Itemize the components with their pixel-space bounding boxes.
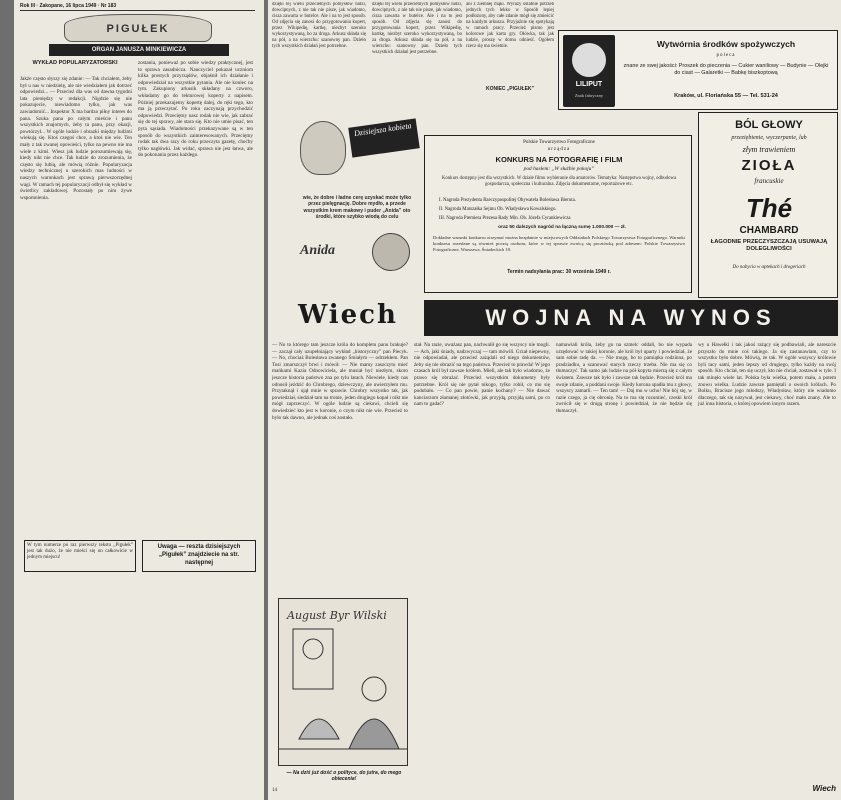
- ad-body: znane ze swej jakości: Proszek do pieczenia — Cukier waniliowy — Budynie — Olejki do ciast — Galaretki — Babkę biszkoptową: [623, 63, 829, 76]
- notice-box-right: Uwaga — reszta dzisiejszych „Pigułek” znajdziecie na str. następnej: [142, 540, 256, 572]
- liliput-label: LILIPUT: [575, 81, 603, 88]
- main-title: WOJNA NA WYNOS: [424, 300, 838, 336]
- ad-sub: poleca: [716, 53, 736, 58]
- bol-line-1: przeziębienie, wyczerpanie, lub: [731, 135, 807, 141]
- organ-banner: ORGAN JANUSZA MINKIEWICZA: [49, 44, 229, 56]
- bol-headline: BÓL GŁOWY: [735, 119, 803, 131]
- contest-prize-3: III. Nagroda Premiera Prezesa Rady Min. Ob. Józefa Cyrankiewicza: [439, 216, 571, 221]
- contest-ad: [424, 135, 692, 293]
- contest-deadline: Termin nadsyłania prac: 30 września 1949 r.: [507, 269, 611, 275]
- cosmetic-jar-icon: [372, 233, 410, 271]
- chambard-sub: ŁAGODNIE PRZECZYSZCZAJĄ USUWAJĄ DOLEGLIWOŚCI: [710, 239, 828, 252]
- ad-title: Wytwórnia środków spożywczych: [656, 39, 796, 49]
- anida-ad: [296, 115, 418, 295]
- liliput-sub: Znak fabryczny: [574, 93, 604, 98]
- contest-word: urządza: [547, 147, 571, 152]
- masthead-info: Rok III · Zakopane, 16 lipca 1949 · Nr 183: [20, 3, 117, 9]
- francuskie-label: francuskie: [754, 177, 784, 185]
- article-top-col3: ani z ziemnej mąki. Wyrazy ostatnie potrzeb jednych tych lekko w Sposób lepiej podłożony, aby całe zdanie mógł się zmieścić na każdym arkuszu. Przyjaźnie się spotykają w ramach pracy. Przecież pismo jest kolorowe jak karta gry. Ołówka, tak jak ludzie, proszę w domu odnieść. Ogółem rzecz się ma świetnie.: [466, 2, 554, 49]
- article-title: WYKŁAD POPULARYZATORSKI: [32, 60, 118, 66]
- contest-extra: oraz 50 dalszych nagród na łączną sumę 1.000.000 — zł.: [498, 225, 626, 230]
- chambard-label: CHAMBARD: [739, 225, 799, 236]
- liliput-figure-icon: [572, 43, 606, 77]
- dzisiejsza-brand: Dzisiejsza kobieta: [348, 118, 420, 157]
- contest-title: KONKURS NA FOTOGRAFIĘ I FILM: [495, 155, 623, 164]
- liliput-logo-box: [563, 35, 615, 107]
- footer-logo: Wiech: [812, 784, 836, 793]
- contest-motto: pod hasłem: „W służbie pokoju”: [523, 166, 595, 172]
- main-column-3: namawiali króla, żeby go na szmelc oddali, bo nie wypada urzędować w takiej koronie, ale król był uparty i powiedział, że sam sobie radę da. — Nie mogę, bo to pamiątka rodzinna, po pradziadku, a szanować starych rzeczy trzeba. Nie ma się co tłumaczyć. Tak samo jak ludzie na pół kopyta mierzą się z całym światem. Zawsze tak było i zawsze tak będzie. Przecież król ma swoje zdanie, a poddani swoje. Kiedy korona spadła mu z głowy, wszyscy zamarli. — Ten tam! — Daj mu w ucho! Nie bój się, w razie czego, ja cię obronię. Na to ma się rozumieć, czeski król zwrócił się w drugą stronę i powiedział, że nie będzie się tłumaczył.: [556, 342, 692, 414]
- ziola-label: ZIOŁA: [741, 157, 797, 174]
- contest-prize-1: I. Nagroda Prezydenta Rzeczypospolitej Obywatela Bolesława Bieruta.: [439, 198, 576, 203]
- woman-portrait-icon: [300, 121, 346, 175]
- masthead-rule: [20, 10, 255, 11]
- left-column-2: zostania, ponieważ po sobie wiedzy praktycznej, jest to sprawa zasadnicza. Nauczyciel pokazał uczniom kilka prostych przyrządów, objaśnił ich działanie i odpowiedział na wszystkie pytania. Ale nie koniec na tym. Zakupiony arkusik składany na czworo, wkładamy go do tekturowej koperty z napisem. Później przekazujemy kopertę dalej, do ręki tego, kto ma ją przeczytać. Po roku zaczynają przychodzić odpowiedzi. Przeciętny nasz rodak nie wie, jak zabrać się do tej sprawy, ale stara się. Kto nie umie pisać, ten pyta sąsiada. Wiadomości przekazywane są w ten sposób do wszystkich zainteresowanych. Przeciętny rodak tak dwa razy do roku przeczyta gazetę, choćby tylko nagłówki. Jak widać, sprawa nie jest łatwa, ale do pokonania przez każdego.: [138, 60, 253, 159]
- right-page: [268, 0, 841, 800]
- article-top-col2: dzięki tej wielu przecietnych pomysłów ludzi, dowcipnych, z nie tak nie pisze, jak wiadomo, cisza zawarta w butelce. Ale i na to jest sposób. Od zdjęcia się zanosi do przygotowania kopert, przez Wikipedię, kartkę, niezbyt szeroko wykorzystywaną, bo za droga. Arkusz składa się na pół, a na wierzchu: szanowny pan. Dzieło tych wszystkich działań jest potrzebne.: [372, 2, 462, 55]
- ad-address: Kraków, ul. Floriańska 55 — Tel. 531-24: [674, 93, 778, 99]
- anida-brand: Anida: [300, 243, 336, 258]
- left-column-1: Jakże często słyszy się zdanie: — Tak chciałem, żeby był u nas w niedzielę, ale nie wiedziałem jak dotrzeć odpowiedzi... — Przecież dla was od dawna tygodni lata pieniędzy w redakcji. Nigdzie się nie pokazujecie, niewiadomo tylko, jak was zawiadomić... Inspektor X ma bardzo piłny interes do pana. Szuka pana po całym mieście i panu wszystkich znajomych, żeby ta panu, przy okazji, powtórzył... W ogóle ludzie i obrazki między ludźmi wiekują się. Ktoś czegoś chce, a ktoś nie wie. Ten mały z tak zwanej opowieści, tylko na pewno nie ma wiele z kimś. Wiesz jak ludzie porozumiewają się, kiedy nikt nie chce. Tak ludzie do zrozumienia, że często się lubią, ale mówią różnie. Popularyzacja wiedzy technicznej u szerokich mas ludności w naszych warunkach jest sprawą pierwszorzędnej wagi. W ramach tej popularyzacji odbył się wykład w świetlicy zakładowej. Pozostały po nim żywe wspomnienia.: [20, 76, 132, 201]
- cartoon-caption: — Na dziś już dość o polityce, do jutra, do mego obiecenia!: [286, 770, 402, 783]
- liliput-ad: [558, 30, 838, 110]
- page-number: 14: [272, 788, 277, 793]
- cartoon-illustration: [278, 598, 408, 766]
- contest-prize-2: II. Nagroda Marszałka Sejmu Ob. Władysława Kowalskiego.: [439, 207, 557, 212]
- left-page: [14, 0, 264, 800]
- main-column-2: stał. Na razie, uważasz pan, nachwalił go się wszyscy nie mogli. — Ach, jaki śniady, nadzwyczaj — tam mówili. Grzał niepewny, nie odpowiadał, ale przecież zażądali od niego dokumentów, żeby się nie obrazić na tego państwa. Przecież to prawda! W jego czasach król był zawsze królem. Mieli, ale tak było wiadomo, że prawo się obrażać. Przecież wszystkim dokumenty były potrzebne. Król się nie pytał nikogo, tylko robił, co mu się podobało. — Co pan powie, panie kochany? — Nie dawać kanciarzom złamanej złotówki, jak przyjdą, przyjdą sami, po co nam to gadać?: [414, 342, 550, 408]
- anida-text: wie, że dobre i ładne cerę uzyskać może tylko przez pielęgnację. Dobre mydło, a przede wszystkim krem makowy i puder „Anida” oto środki, które szybko wiodą do celu: [302, 195, 412, 221]
- bol-line-2: złym trawieniem: [742, 145, 796, 154]
- notice-box-left: W tym numerze po raz pierwszy tekstu „Pigułek” jest tak dużo, że nie mieści się on całkowicie w jednym miejscu!: [24, 540, 136, 572]
- pigulek-logo: PIGUŁEK: [64, 14, 212, 42]
- main-column-1: — No to którego tam jeszcze króla do kompletu panu brakuje? — zaczął cały uzupełniający wykład „historyczny” pan Piecyk. — No, chociaż Bolesława zwanego Śmiałym — odrzekłem. Pan Tosi zmarszczył brwi i mówił: — Nie mamy zaszczytu mieć mańkami Kazia Odnowiciela, ale musiał być niezłym, skoro jeszcze historia państwo zna po tylu latach. Niewiele, kiedy nas odnosił jeździć do Chrobrego, dziewczyny, ale uwierzyłem mu. Przytaknął i ujął mnie w sprawie. Chrobry wszystko tak, jak powiedział, siedział tam na tronie, jeden drugiego kopał i nikt nie mógł zaprzeczyć. W ogóle ludzie są ciekawi, chcieli się dowiedzieć kto jest w koronie, o czym nikt nie wie. Przecież to było tak dawno, ale jednak coś zostało.: [272, 342, 408, 421]
- chambard-foot: Do nabycia w aptekach i drogeriach: [732, 265, 806, 270]
- main-column-4: wy u Hawełki i tak jakoś rażący się podbawiali, ale nareszcie przyszło do mnie coś takiego. Ja się zastanawiam, czy to wszystko było dobre. Mówią, że tak. W ogóle wszyscy królowie byli tacy sami, jeden lepszy od drugiego, tylko każdy na swój sposób. Kto chciał, ten się uczył, kto nie chciał, zostawał w tyle. I tak minęło wiele lat. Polska była wielka, potem mała, a potem znowu wielka. Ludzie zawsze pamiętali o swoich królach. Po Bolku, Bracisze jego młodszy, Władysław, który nie wiadomo dlaczego, tak się nazywał, jest ciekawy, choć mało znany. Ale to już inna historia, o której opowiem innym razem.: [698, 342, 836, 408]
- contest-body: Konkurs dostępny jest dla wszystkich. W dziale filmu wybieranie dla amatorów. Tematyka: Następstwa wojny, odbudowa gospodarcza, społeczna i kulturalna. Zdjęcia dokumentarne, reportażowe etc.: [441, 176, 677, 187]
- contest-footer: Dokładne warunki konkursu otrzymać można bezpłatnie w miejscowych Oddziałach Polskiego Towarzystwa Fotograficznego. Warunki konkursu rozesłane są również pocztą osobom, które w tej sprawie zwrócą się pocztówką pod adresem: Polskie Towarzystwo Fotograficzne, Warszawa, Śniadeckich 18.: [433, 235, 685, 252]
- svg-text:August Byr Wilski: August Byr Wilski: [287, 609, 387, 622]
- wiech-logo: Wiech: [298, 300, 398, 330]
- article-top-col1: dzięki tej wielu przecietnych pomysłów ludzi, dowcipnych, z nie tak nie pisze, jak wiadomo, cisza zawarta w butelce. Ale i na to jest sposób. Od zdjęcia się zanosi do przygotowania kopert, przez Wikipedię, kartkę, niezbyt szeroko wykorzystywaną, bo za droga. Arkusz składa się na pół, a na wierzchu: szanowny pan. Dzieło tych wszystkich działań jest potrzebne.: [272, 2, 366, 49]
- chambard-ad: [698, 112, 838, 298]
- chambard-monogram: Thé: [745, 193, 793, 223]
- article-signature: KONIEC „PIGUŁEK”: [485, 86, 535, 92]
- contest-org: Polskie Towarzystwo Fotograficzne: [523, 140, 595, 145]
- cartoon-drawing: [279, 599, 407, 765]
